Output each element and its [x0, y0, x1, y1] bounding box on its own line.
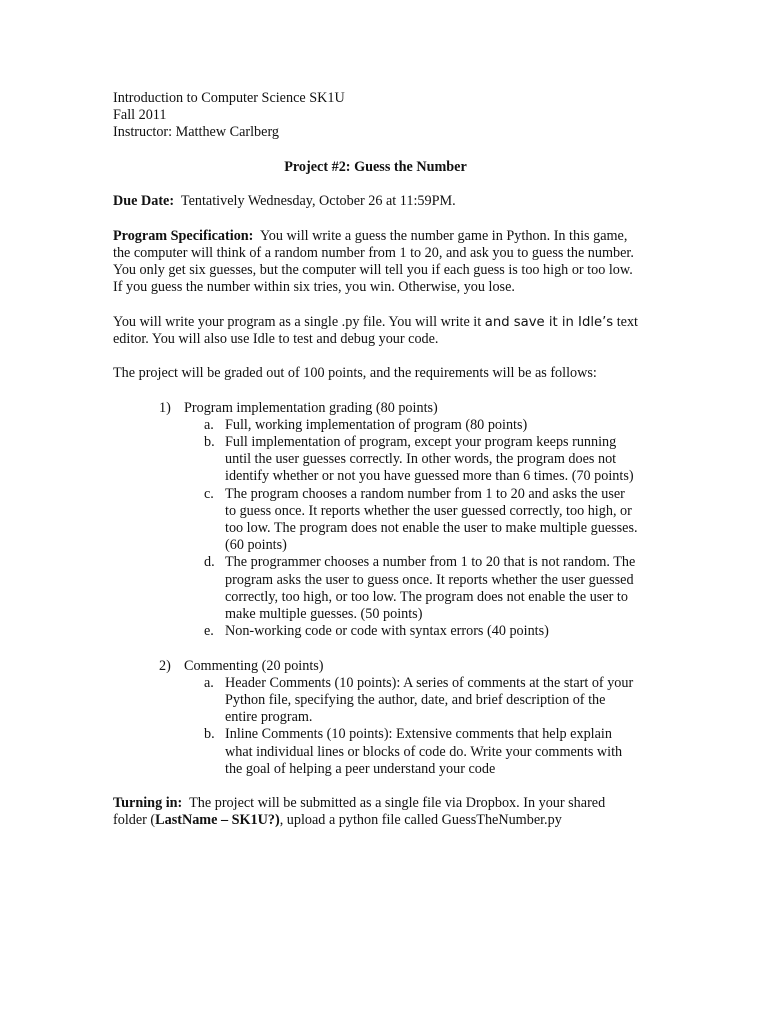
program-specification: [113, 228, 638, 297]
due-date-label: Due Date:: [113, 193, 175, 210]
list-item: b. Full implementation of program, except your program keeps running until the user guesses correctly. In other words, the program does not identify whether or not you have guessed more than 6 times. (70 points): [204, 433, 634, 485]
project-title: Project #2: Guess the Number: [284, 158, 467, 175]
due-date: [113, 193, 638, 210]
requirement-commenting: [113, 658, 638, 675]
list-item: d. The programmer chooses a number from 1 to 20 that is not random. The program asks the user to guess once. It reports whether the user guessed correctly, too high, or too low. The program does not enable the user to make multiple guesses. (50 points): [204, 554, 636, 622]
turning-in: Turning in: The project will be submitted as a single file via Dropbox. In your shared folder (LastName – SK1U?), upload a python file called GuessTheNumber.py: [113, 795, 606, 829]
shared-folder-name: LastName – SK1U?): [155, 812, 280, 829]
term: Fall 2011: [113, 107, 167, 124]
spec-label: Program Specification:: [113, 227, 254, 244]
requirement-implementation: [113, 400, 638, 417]
requirement-title: Commenting (20 points): [184, 657, 324, 674]
list-item: a. Full, working implementation of program (80 points): [204, 416, 528, 433]
course-title: Introduction to Computer Science SK1U: [113, 90, 345, 106]
requirements-list: [113, 400, 638, 778]
due-date-text: Tentatively Wednesday, October 26 at 11:59PM.: [180, 193, 456, 210]
implementation-sublist: [113, 417, 638, 641]
write-instructions: You will write your program as a single .py file. You will write it and save it in Idle’s text editor. You will also use Idle to test and debug your code.: [113, 313, 638, 347]
requirement-title: Program implementation grading (80 points): [184, 399, 438, 416]
turnin-label: Turning in:: [113, 795, 183, 812]
commenting-sublist: [113, 675, 638, 778]
spec-text: You will write a guess the number game in Python. In this game, the computer will think of a random number from 1 to 20, and ask you to guess the number. You only get six guesses, but the computer will tell you if each guess is too high or too low. If you guess the number within six tries, you win. Otherwise, you lose.: [113, 227, 634, 296]
grading-intro: The project will be graded out of 100 points, and the requirements will be as follows:: [113, 365, 597, 382]
document-body: [113, 90, 638, 830]
list-item: a. Header Comments (10 points): A series of comments at the start of your Python file, specifying the author, date, and brief description of the entire program.: [204, 674, 634, 726]
list-item: b. Inline Comments (10 points): Extensive comments that help explain what individual lines or blocks of code do. Write your comments with the goal of helping a peer understand your code: [204, 726, 623, 777]
list-item: c. The program chooses a random number from 1 to 20 and asks the user to guess once. It reports whether the user guessed correctly, too high, or too low. The program does not enable the user to make multiple guesses. (60 points): [204, 485, 638, 554]
requirement-number: 1): [159, 399, 171, 416]
instructor: Instructor: Matthew Carlberg: [113, 124, 280, 141]
requirement-number: 2): [159, 657, 171, 674]
list-item: e. Non-working code or code with syntax errors (40 points): [204, 623, 549, 640]
